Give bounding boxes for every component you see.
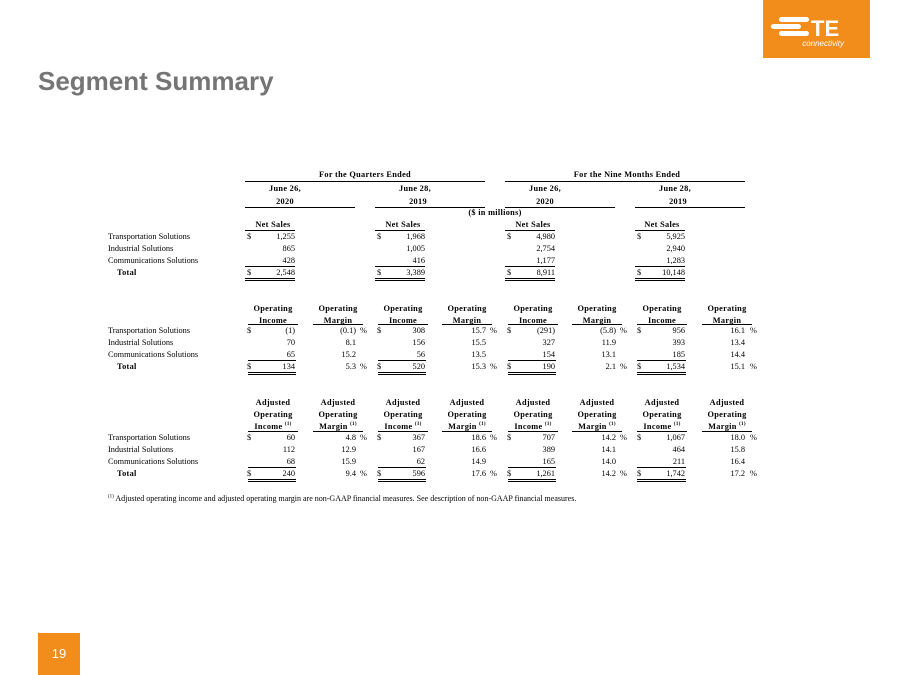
margin-header: Margin $^{(1)}$ <box>708 422 746 431</box>
margin-value: (5.8) <box>600 326 616 335</box>
currency-symbol: $ <box>507 362 512 371</box>
percent-symbol: % <box>490 469 497 478</box>
row-label: Industrial Solutions <box>108 445 174 454</box>
page-title: Segment Summary <box>38 66 274 96</box>
margin-value: 2.1 <box>605 362 616 371</box>
income-value: 56 <box>416 350 425 359</box>
page-number-box <box>38 633 80 675</box>
footnote <box>108 494 576 503</box>
row-label: Communications Solutions <box>108 256 199 265</box>
percent-symbol: % <box>750 469 757 478</box>
operating-header: Operating <box>707 410 747 419</box>
table-rule <box>635 278 685 281</box>
operating-header: Operating <box>318 410 358 419</box>
row-label: Total <box>117 268 137 277</box>
percent-symbol: % <box>360 469 367 478</box>
footnote-marker: (1) <box>739 422 746 428</box>
percent-symbol: % <box>620 362 627 371</box>
margin-value: 13.5 <box>471 350 486 359</box>
income-value: 1,534 <box>666 362 685 371</box>
currency-symbol: $ <box>247 268 252 277</box>
income-header: Income <box>518 316 548 325</box>
table-rule <box>378 324 428 325</box>
net-sales-value: 1,255 <box>276 232 295 241</box>
income-value: 134 <box>282 362 295 371</box>
footnote-marker: (1) <box>544 422 552 428</box>
income-header: Income <box>258 316 288 325</box>
row-label: Total <box>117 469 137 478</box>
header-quarters: For the Quarters Ended <box>319 170 411 179</box>
margin-header: Margin <box>582 316 612 325</box>
operating-header: Operating <box>642 410 682 419</box>
header-nine-months: For the Nine Months Ended <box>573 170 681 179</box>
net-sales-value: 5,925 <box>666 232 685 241</box>
currency-symbol: $ <box>247 326 252 335</box>
margin-value: 14.0 <box>601 457 616 466</box>
period-year: 2020 <box>536 197 554 206</box>
period-year: 2020 <box>276 197 294 206</box>
operating-header: Operating <box>447 410 487 419</box>
table-rule <box>637 372 686 375</box>
margin-value: 16.4 <box>730 457 745 466</box>
row-label: Communications Solutions <box>108 457 199 466</box>
table-rule <box>313 431 363 432</box>
row-label: Total <box>117 362 137 371</box>
operating-header: Operating <box>318 304 358 313</box>
table-rule <box>505 278 555 281</box>
table-rule <box>442 431 492 432</box>
currency-symbol: $ <box>377 326 382 335</box>
income-value: 1,067 <box>666 433 685 442</box>
table-rule <box>378 479 426 482</box>
margin-header: Margin $^{(1)}$ <box>448 422 486 431</box>
income-value: 327 <box>542 338 555 347</box>
percent-symbol: % <box>750 433 757 442</box>
currency-symbol: $ <box>247 232 252 241</box>
operating-header: Operating <box>577 304 617 313</box>
percent-symbol: % <box>750 326 757 335</box>
margin-value: 15.9 <box>341 457 356 466</box>
currency-symbol: $ <box>247 362 252 371</box>
percent-symbol: % <box>620 326 627 335</box>
margin-value: 14.4 <box>730 350 745 359</box>
adjusted-header: Adjusted <box>255 398 291 407</box>
adjusted-header: Adjusted <box>579 398 615 407</box>
margin-value: 12.9 <box>341 445 356 454</box>
row-label: Industrial Solutions <box>108 244 174 253</box>
percent-symbol: % <box>750 362 757 371</box>
table-rule <box>635 266 685 267</box>
income-header: Income <box>388 316 418 325</box>
operating-header: Operating <box>253 410 293 419</box>
net-sales-value: 416 <box>412 256 425 265</box>
currency-symbol: $ <box>637 362 642 371</box>
margin-value: 17.2 <box>730 469 745 478</box>
percent-symbol: % <box>490 362 497 371</box>
percent-symbol: % <box>620 433 627 442</box>
adjusted-header: Adjusted <box>320 398 356 407</box>
net-sales-value: 8,911 <box>536 268 555 277</box>
margin-value: 14.1 <box>601 445 616 454</box>
operating-header: Operating <box>253 304 293 313</box>
operating-header: Operating <box>383 410 423 419</box>
income-value: 707 <box>542 433 555 442</box>
percent-symbol: % <box>490 326 497 335</box>
table-rule <box>635 230 685 231</box>
income-value: (1) <box>285 326 295 335</box>
income-header: Income <box>647 316 677 325</box>
table-rule <box>378 372 426 375</box>
net-sales-value: 1,283 <box>666 256 685 265</box>
table-rule <box>637 479 686 482</box>
currency-symbol: $ <box>507 326 512 335</box>
income-value: 156 <box>412 338 425 347</box>
income-value: (291) <box>537 326 555 335</box>
margin-value: 13.4 <box>730 338 745 347</box>
income-header: Income $^{(1)}$ <box>643 422 681 431</box>
table-rule <box>702 431 752 432</box>
te-logo-icon <box>763 0 870 58</box>
operating-header: Operating <box>383 304 423 313</box>
period-year: 2019 <box>669 197 687 206</box>
table-rule <box>508 467 556 468</box>
percent-symbol: % <box>360 362 367 371</box>
margin-value: 15.5 <box>471 338 486 347</box>
income-value: 190 <box>542 362 555 371</box>
table-rule <box>375 278 425 281</box>
table-rule <box>375 266 425 267</box>
income-value: 70 <box>286 338 295 347</box>
income-value: 68 <box>286 457 295 466</box>
currency-symbol: $ <box>247 433 252 442</box>
margin-header: Margin <box>323 316 353 325</box>
table-rule <box>637 467 686 468</box>
footnote-marker: (1) <box>284 422 292 428</box>
table-rule <box>572 431 622 432</box>
income-value: 956 <box>672 326 685 335</box>
margin-value: 4.8 <box>345 433 356 442</box>
period-date: June 26, <box>269 184 301 193</box>
percent-symbol: % <box>620 469 627 478</box>
income-value: 367 <box>412 433 425 442</box>
table-rule <box>508 360 556 361</box>
table-rule <box>635 207 745 208</box>
table-rule <box>505 230 555 231</box>
margin-value: 16.6 <box>471 445 486 454</box>
period-date: June 26, <box>529 184 561 193</box>
footnote-marker: (1) <box>414 422 422 428</box>
table-rule <box>508 372 556 375</box>
table-rule <box>505 181 745 182</box>
income-value: 308 <box>412 326 425 335</box>
currency-symbol: $ <box>507 433 512 442</box>
income-header: Income $^{(1)}$ <box>254 422 292 431</box>
net-sales-value: 865 <box>282 244 295 253</box>
net-sales-header: Net Sales <box>644 220 680 229</box>
income-header: Income $^{(1)}$ <box>384 422 422 431</box>
net-sales-value: 4,980 <box>536 232 555 241</box>
operating-header: Operating <box>513 304 553 313</box>
table-rule <box>245 266 295 267</box>
margin-value: 15.3 <box>471 362 486 371</box>
currency-symbol: $ <box>637 433 642 442</box>
row-label: Transportation Solutions <box>108 433 190 442</box>
footnote-marker: (1) <box>479 422 486 428</box>
margin-value: 18.0 <box>730 433 745 442</box>
currency-symbol: $ <box>507 469 512 478</box>
adjusted-header: Adjusted <box>385 398 421 407</box>
income-value: 240 <box>282 469 295 478</box>
footnote-text: Adjusted operating income and adjusted operating margin are non-GAAP financial measures. See description of non-GAAP financial measures. <box>115 494 577 503</box>
margin-value: 11.9 <box>601 338 616 347</box>
logo-text: TE <box>811 16 840 41</box>
net-sales-value: 1,177 <box>536 256 555 265</box>
income-value: 1,742 <box>666 469 685 478</box>
period-date: June 28, <box>399 184 431 193</box>
table-rule <box>505 266 555 267</box>
table-rule <box>508 479 556 482</box>
operating-header: Operating <box>513 410 553 419</box>
footnote-marker: (1) <box>609 422 616 428</box>
net-sales-header: Net Sales <box>255 220 291 229</box>
net-sales-header: Net Sales <box>385 220 421 229</box>
table-rule <box>248 360 296 361</box>
row-label: Transportation Solutions <box>108 232 190 241</box>
income-value: 60 <box>286 433 295 442</box>
table-rule <box>508 324 558 325</box>
margin-value: 18.6 <box>471 433 486 442</box>
margin-value: 14.9 <box>471 457 486 466</box>
margin-value: 13.1 <box>601 350 616 359</box>
income-value: 112 <box>282 445 295 454</box>
margin-value: 17.6 <box>471 469 486 478</box>
table-rule <box>702 324 752 325</box>
net-sales-value: 428 <box>282 256 295 265</box>
currency-symbol: $ <box>507 268 512 277</box>
currency-symbol: $ <box>507 232 512 241</box>
income-value: 596 <box>412 469 425 478</box>
table-rule <box>378 431 428 432</box>
income-value: 389 <box>542 445 555 454</box>
margin-header: Margin $^{(1)}$ <box>578 422 616 431</box>
operating-header: Operating <box>577 410 617 419</box>
margin-value: 14.2 <box>601 433 616 442</box>
net-sales-value: 10,148 <box>662 268 685 277</box>
margin-value: 8.1 <box>345 338 356 347</box>
table-rule <box>572 324 622 325</box>
margin-header: Margin $^{(1)}$ <box>319 422 357 431</box>
table-rule <box>248 479 296 482</box>
margin-value: 15.8 <box>730 445 745 454</box>
income-header: Income $^{(1)}$ <box>514 422 552 431</box>
margin-value: 5.3 <box>345 362 356 371</box>
currency-symbol: $ <box>247 469 252 478</box>
margin-value: 15.1 <box>730 362 745 371</box>
period-year: 2019 <box>409 197 427 206</box>
table-rule <box>378 360 426 361</box>
currency-symbol: $ <box>637 232 642 241</box>
logo-subtitle: connectivity <box>802 39 844 48</box>
table-rule <box>442 324 492 325</box>
table-rule <box>375 230 425 231</box>
margin-value: 14.2 <box>601 469 616 478</box>
income-value: 393 <box>672 338 685 347</box>
row-label: Industrial Solutions <box>108 338 174 347</box>
operating-header: Operating <box>707 304 747 313</box>
currency-symbol: $ <box>377 268 382 277</box>
adjusted-header: Adjusted <box>449 398 485 407</box>
net-sales-value: 2,548 <box>276 268 295 277</box>
net-sales-value: 2,940 <box>666 244 685 253</box>
net-sales-value: 1,968 <box>406 232 425 241</box>
margin-value: 16.1 <box>730 326 745 335</box>
operating-header: Operating <box>642 304 682 313</box>
row-label: Communications Solutions <box>108 350 199 359</box>
income-value: 65 <box>286 350 295 359</box>
percent-symbol: % <box>360 326 367 335</box>
currency-symbol: $ <box>377 433 382 442</box>
table-rule <box>248 372 296 375</box>
table-rule <box>313 324 363 325</box>
table-rule <box>248 431 298 432</box>
income-value: 167 <box>412 445 425 454</box>
row-label: Transportation Solutions <box>108 326 190 335</box>
percent-symbol: % <box>490 433 497 442</box>
table-rule <box>378 467 426 468</box>
margin-header: Margin <box>452 316 482 325</box>
currency-symbol: $ <box>377 362 382 371</box>
currency-symbol: $ <box>377 469 382 478</box>
table-rule <box>245 207 355 208</box>
te-connectivity-logo <box>763 0 870 58</box>
period-date: June 28, <box>659 184 691 193</box>
table-rule <box>637 431 687 432</box>
footnote-mark: (1) <box>108 494 114 500</box>
page-number: 19 <box>51 646 67 661</box>
operating-header: Operating <box>447 304 487 313</box>
income-value: 211 <box>672 457 685 466</box>
margin-header: Margin <box>712 316 742 325</box>
table-rule <box>245 230 295 231</box>
margin-value: 15.7 <box>471 326 486 335</box>
income-value: 165 <box>542 457 555 466</box>
net-sales-value: 1,005 <box>406 244 425 253</box>
currency-symbol: $ <box>637 268 642 277</box>
margin-value: (0.1) <box>340 326 356 335</box>
footnote-marker: (1) <box>350 422 357 428</box>
units-label: ($ in millions) <box>468 208 522 217</box>
income-value: 62 <box>416 457 425 466</box>
adjusted-header: Adjusted <box>709 398 745 407</box>
table-rule <box>245 278 295 281</box>
table-rule <box>245 181 485 182</box>
table-rule <box>248 467 296 468</box>
table-rule <box>508 431 558 432</box>
table-rule <box>637 360 686 361</box>
income-value: 154 <box>542 350 555 359</box>
currency-symbol: $ <box>377 232 382 241</box>
adjusted-header: Adjusted <box>515 398 551 407</box>
income-value: 185 <box>672 350 685 359</box>
table-rule <box>637 324 687 325</box>
income-value: 464 <box>672 445 685 454</box>
percent-symbol: % <box>360 433 367 442</box>
currency-symbol: $ <box>637 326 642 335</box>
net-sales-value: 2,754 <box>536 244 555 253</box>
adjusted-header: Adjusted <box>644 398 680 407</box>
margin-value: 15.2 <box>341 350 356 359</box>
currency-symbol: $ <box>637 469 642 478</box>
income-value: 520 <box>412 362 425 371</box>
net-sales-value: 3,389 <box>406 268 425 277</box>
margin-value: 9.4 <box>345 469 356 478</box>
income-value: 1,261 <box>536 469 555 478</box>
table-rule <box>248 324 298 325</box>
footnote-marker: (1) <box>673 422 681 428</box>
net-sales-header: Net Sales <box>515 220 551 229</box>
